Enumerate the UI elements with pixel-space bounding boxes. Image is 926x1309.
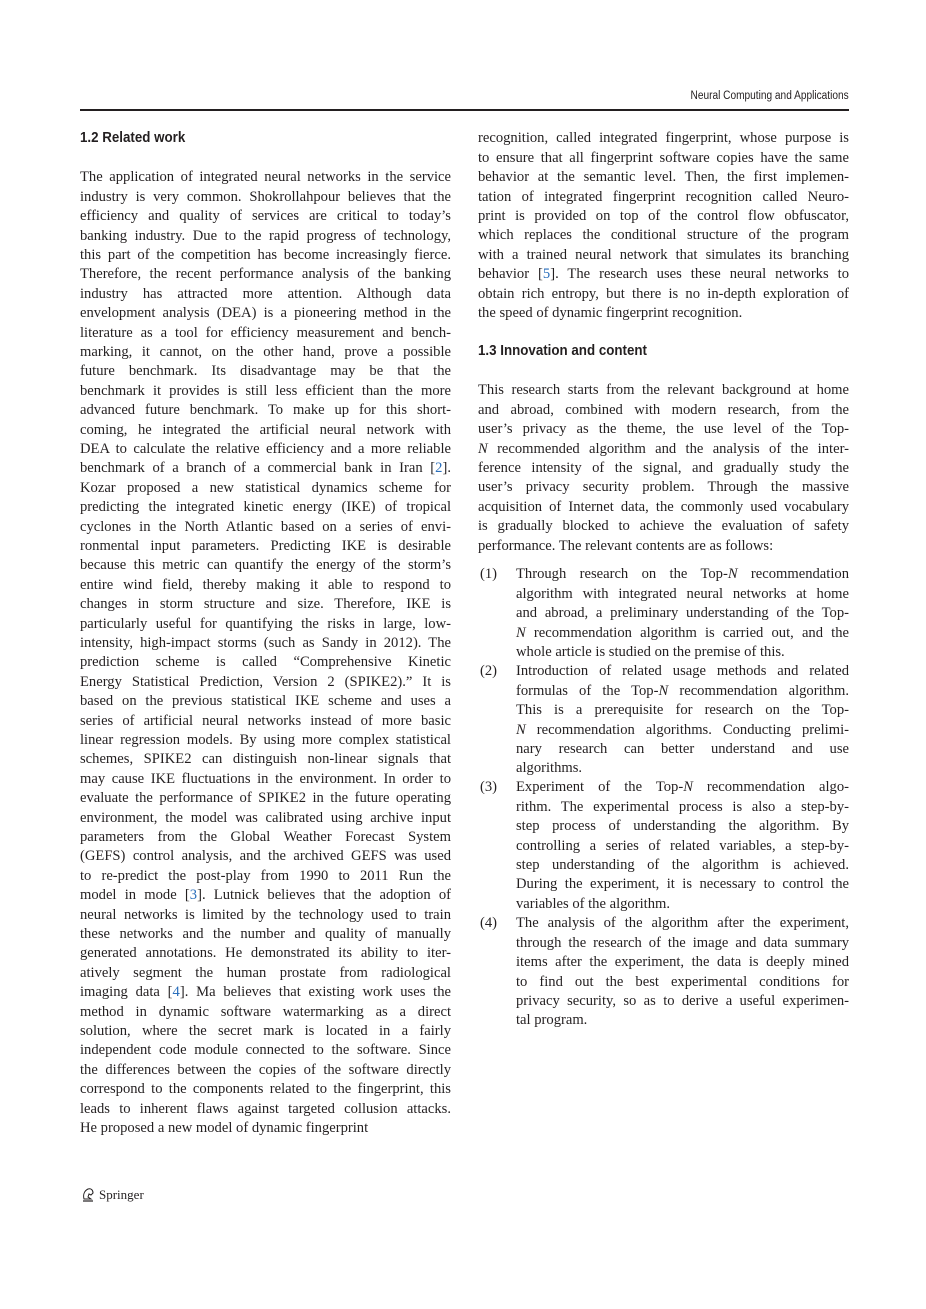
text-line: which replaces the conditional structure of the program	[478, 227, 849, 244]
text-line: DEA to calculate the relative efficiency and a more reliable	[80, 440, 451, 457]
text-line: and abroad, combined with modern research, from the	[478, 401, 849, 418]
text-line: prediction scheme is called “Comprehensive Kinetic	[80, 654, 451, 671]
page-footer	[80, 1186, 144, 1204]
list-item-line: privacy security, so as to derive a useful experimen-	[516, 992, 849, 1009]
text-line: the differences between the copies of the software directly	[80, 1061, 451, 1078]
text-line: with a trained neural network that simulates its branching	[478, 246, 849, 263]
list-item-line: N recommendation algorithm is carried out, and the	[516, 624, 849, 641]
text-line: neural networks is limited by the technology used to train	[80, 906, 451, 923]
list-item-line: algorithms.	[516, 760, 583, 777]
list-item-line: whole article is studied on the premise of this.	[516, 643, 785, 660]
list-item-line: tal program.	[516, 1012, 588, 1029]
text-line: predicting the integrated kinetic energy (IKE) of tropical	[80, 499, 451, 516]
text-line: benchmark of a branch of a commercial bank in Iran [2].	[80, 460, 451, 477]
text-line: industry has attracted more attention. Although data	[80, 285, 451, 302]
text-line: generated annotations. He demonstrated its ability to iter-	[80, 945, 451, 962]
text-line: evaluate the performance of SPIKE2 in the future operating	[80, 790, 451, 807]
list-item-line: nary research can better understand and use	[516, 740, 849, 757]
publisher-name: Springer	[99, 1187, 144, 1202]
list-item-line: items after the experiment, the data is deeply mined	[516, 954, 849, 971]
list-item-line: The analysis of the algorithm after the experiment,	[516, 915, 849, 932]
list-item-line: variables of the algorithm.	[516, 895, 670, 912]
text-line: schemes, SPIKE2 can distinguish non-linear signals that	[80, 751, 451, 768]
text-line: behavior [5]. The research uses these neural networks to	[478, 266, 849, 283]
list-item-line: formulas of the Top-N recommendation algorithm.	[516, 682, 849, 699]
text-line: may cause IKE fluctuations in the environment. In order to	[80, 770, 451, 787]
text-line: atively segment the human prostate from radiological	[80, 964, 451, 981]
text-line: Energy Statistical Prediction, Version 2 (SPIKE2).” It is	[80, 673, 451, 690]
citation-link[interactable]: 2	[435, 460, 443, 477]
list-number: (2)	[480, 663, 498, 680]
list-item-line: algorithm with integrated neural networks at home	[516, 585, 849, 602]
text-line: literature as a tool for efficiency measurement and bench-	[80, 324, 451, 341]
list-item-line: Introduction of related usage methods and related	[516, 663, 849, 680]
list-item-line: step process of understanding the algorithm. By	[516, 818, 849, 835]
text-line: cyclones in the North Atlantic based on a series of envi-	[80, 518, 451, 535]
text-line: tation of integrated fingerprint recognition called Neuro-	[478, 188, 849, 205]
text-line: banking industry. Due to the rapid progress of technology,	[80, 227, 451, 244]
list-item-line: Experiment of the Top-N recommendation algo-	[516, 779, 849, 796]
text-line: industry is very common. Shokrollahpour believes that the	[80, 188, 451, 205]
journal-title: Neural Computing and Applications	[690, 90, 849, 102]
list-number: (4)	[480, 915, 498, 932]
list-number: (1)	[480, 566, 498, 583]
text-line: Therefore, the recent performance analysis of the banking	[80, 266, 451, 283]
list-item-line: N recommendation algorithms. Conducting prelimi-	[516, 721, 849, 738]
text-line: changes in storm structure and size. Therefore, IKE is	[80, 596, 451, 613]
text-line: model in mode [3]. Lutnick believes that the adoption of	[80, 887, 451, 904]
citation-link[interactable]: 5	[542, 266, 551, 283]
text-line: independent code module connected to the software. Since	[80, 1042, 451, 1059]
list-item-line: Through research on the Top-N recommendation	[516, 566, 849, 583]
citation-link[interactable]: 3	[189, 887, 198, 904]
text-line: benchmark it provides is still less efficient than the more	[80, 382, 451, 399]
text-line: envelopment analysis (DEA) is a pioneering method in the	[80, 305, 451, 322]
text-line: marking, it cannot, on the other hand, prove a possible	[80, 343, 451, 360]
section-heading-related-work: 1.2 Related work	[80, 130, 186, 146]
text-line: efficiency and quality of services are critical to today’s	[80, 208, 451, 225]
text-line: to re-predict the post-play from 1990 to 2011 Run the	[80, 867, 451, 884]
text-line: He proposed a new model of dynamic fingerprint	[80, 1119, 369, 1136]
text-line: user’s privacy as the theme, the use level of the Top-	[478, 421, 849, 438]
list-item-line: During the experiment, it is necessary to control the	[516, 876, 849, 893]
text-line: recognition, called integrated fingerprint, whose purpose is	[478, 130, 849, 147]
text-line: (GEFS) control analysis, and the archived GEFS was used	[80, 848, 451, 865]
text-line: obtain rich entropy, but there is no in-depth exploration of	[478, 285, 849, 302]
text-line: ference intensity of the signal, and gradually study the	[478, 459, 849, 476]
text-line: print is provided on top of the control flow obfuscator,	[478, 207, 849, 224]
text-line: The application of integrated neural networks in the service	[80, 169, 451, 186]
header-rule	[80, 109, 849, 111]
text-line: the speed of dynamic fingerprint recognition.	[478, 304, 743, 321]
text-line: correspond to the components related to the fingerprint, this	[80, 1081, 451, 1098]
springer-logo-icon	[80, 1186, 96, 1204]
text-line: ronmental input parameters. Predicting IKE is desirable	[80, 537, 451, 554]
text-line: parameters from the Global Weather Forecast System	[80, 828, 451, 845]
text-line: to ensure that all fingerprint software copies have the same	[478, 149, 849, 166]
text-line: based on the previous statistical IKE scheme and uses a	[80, 693, 451, 710]
text-line: environment, the model was calibrated using archive input	[80, 809, 451, 826]
text-line: is gradually blocked to achieve the evaluation of safety	[478, 518, 849, 535]
text-line: performance. The relevant contents are as follows:	[478, 537, 774, 554]
text-line: This research starts from the relevant background at home	[478, 382, 849, 399]
text-line: N recommended algorithm and the analysis of the inter-	[478, 440, 849, 457]
text-line: this part of the competition has become increasingly fierce.	[80, 246, 451, 263]
text-line: coming, he integrated the artificial neural network with	[80, 421, 451, 438]
list-item-line: rithm. The experimental process is also a step-by-	[516, 798, 849, 815]
list-item-line: controlling a series of related variables, a step-by-	[516, 837, 849, 854]
text-line: Kozar proposed a new statistical dynamics scheme for	[80, 479, 451, 496]
text-line: advanced future benchmark. To make up for this short-	[80, 402, 451, 419]
text-line: because this metric can quantify the energy of the storm’s	[80, 557, 451, 574]
text-line: method in dynamic software watermarking as a direct	[80, 1003, 451, 1020]
text-line: imaging data [4]. Ma believes that existing work uses the	[80, 984, 451, 1001]
text-line: particularly useful for quantifying the risks in large, low-	[80, 615, 451, 632]
text-line: acquisition of Internet data, the commonly used vocabulary	[478, 498, 849, 515]
citation-link[interactable]: 4	[172, 984, 180, 1001]
text-line: these networks and the number and quality of manually	[80, 925, 451, 942]
text-line: intensity, high-impact storms (such as Sandy in 2012). The	[80, 634, 451, 651]
text-line: leads to inherent flaws against targeted collusion attacks.	[80, 1100, 451, 1117]
text-line: linear regression models. By using more complex statistical	[80, 731, 451, 748]
text-line: behavior at the semantic level. Then, the first implemen-	[478, 169, 849, 186]
list-number: (3)	[480, 779, 498, 796]
section-heading-innovation: 1.3 Innovation and content	[478, 343, 647, 359]
text-line: solution, where the secret mark is located in a fairly	[80, 1022, 451, 1039]
text-line: series of artificial neural networks instead of more basic	[80, 712, 451, 729]
list-item-line: step understanding of the algorithm is achieved.	[516, 856, 849, 873]
text-line: future benchmark. Its disadvantage may be that the	[80, 363, 451, 380]
list-item-line: through the research of the image and data summary	[516, 934, 849, 951]
text-line: entire wind field, thereby making it able to respond to	[80, 576, 451, 593]
list-item-line: to find out the best experimental conditions for	[516, 973, 849, 990]
list-item-line: This is a prerequisite for research on the Top-	[516, 702, 849, 719]
text-line: user’s privacy security problem. Through the massive	[478, 479, 849, 496]
list-item-line: and abroad, a preliminary understanding of the Top-	[516, 605, 849, 622]
